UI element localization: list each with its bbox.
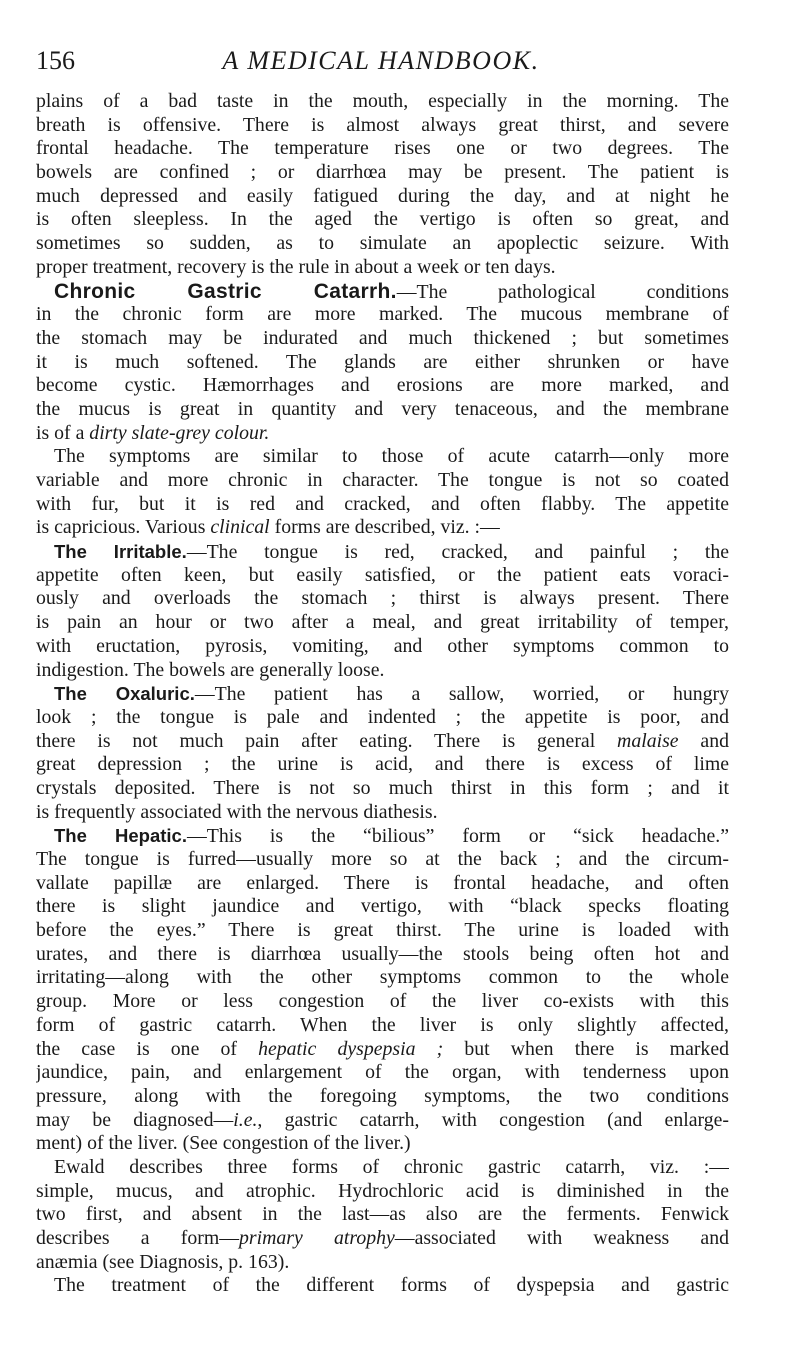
line-text: two first, and absent in the last—as also are the ferments. Fenwick bbox=[36, 1203, 729, 1226]
text-line bbox=[36, 1180, 729, 1204]
text-line bbox=[36, 848, 729, 872]
text-line bbox=[36, 587, 729, 611]
text-line bbox=[36, 1132, 729, 1156]
text-line bbox=[36, 374, 729, 398]
text-line bbox=[36, 469, 729, 493]
text-line bbox=[36, 1109, 729, 1133]
text-line bbox=[36, 682, 729, 706]
line-text: in the chronic form are more marked. The mucous membrane of bbox=[36, 303, 729, 326]
line-text: describes a form— bbox=[36, 1227, 240, 1249]
text-line bbox=[36, 185, 729, 209]
line-text: crystals deposited. There is not so much thirst in this form ; and it bbox=[36, 776, 729, 799]
line-text: urates, and there is diarrhœa usually—the stools being often hot and bbox=[36, 942, 729, 965]
line-text: may be diagnosed— bbox=[36, 1108, 234, 1131]
page-number: 156 bbox=[36, 46, 75, 75]
text-line bbox=[36, 493, 729, 517]
line-text: the case is one of bbox=[36, 1037, 259, 1060]
text-line bbox=[36, 919, 729, 943]
text-line bbox=[36, 516, 729, 540]
line-text: sometimes so sudden, as to simulate an apoplectic seizure. With bbox=[36, 232, 729, 255]
subsection-heading: The Hepatic. bbox=[54, 825, 187, 847]
line-text: with eructation, pyrosis, vomiting, and other symptoms common to bbox=[36, 634, 729, 657]
line-text: much depressed and easily fatigued during the day, and at night he bbox=[36, 184, 729, 207]
text-line bbox=[36, 966, 729, 990]
line-text: vallate papillæ are enlarged. There is frontal headache, and often bbox=[36, 871, 729, 894]
text-line bbox=[36, 1156, 729, 1180]
text-line bbox=[36, 540, 729, 564]
line-text-tail: , gastric catarrh, with congestion (and enlarge- bbox=[257, 1108, 729, 1131]
line-text-tail: —associated with weakness and bbox=[394, 1227, 729, 1249]
line-text: great depression ; the urine is acid, and there is excess of lime bbox=[36, 753, 729, 776]
line-text: The tongue is furred—usually more so at the back ; and the circum- bbox=[36, 848, 729, 870]
italic-text: hepatic dyspepsia ; bbox=[258, 1037, 444, 1060]
text-line bbox=[36, 161, 729, 185]
italic-text: malaise bbox=[617, 729, 679, 752]
text-line bbox=[36, 256, 729, 280]
text-line bbox=[36, 990, 729, 1014]
line-text: before the eyes.” There is great thirst. The urine is loaded with bbox=[36, 919, 729, 942]
line-text: irritating—along with the other symptoms common to the whole bbox=[36, 966, 729, 989]
text-line bbox=[36, 422, 729, 446]
text-line bbox=[36, 706, 729, 730]
text-line bbox=[36, 659, 729, 683]
italic-text: i.e. bbox=[233, 1108, 258, 1131]
line-text: become cystic. Hæmorrhages and erosions are more marked, and bbox=[36, 374, 729, 397]
text-line bbox=[36, 1227, 729, 1251]
text-line bbox=[36, 327, 729, 351]
line-text: is capricious. Various bbox=[36, 516, 211, 539]
line-text: is pain an hour or two after a meal, and great irritability of temper, bbox=[36, 611, 729, 634]
line-text: form of gastric catarrh. When the liver is only slightly affected, bbox=[36, 1013, 729, 1036]
subsection-heading: The Irritable. bbox=[54, 541, 187, 563]
line-text: proper treatment, recovery is the rule in about a week or ten days. bbox=[36, 255, 556, 278]
text-line bbox=[36, 943, 729, 967]
line-text: —The pathological conditions bbox=[396, 280, 729, 303]
text-line bbox=[36, 635, 729, 659]
text-line bbox=[36, 730, 729, 754]
line-text-tail: and bbox=[678, 729, 729, 752]
text-line bbox=[36, 280, 729, 304]
line-text: Ewald describes three forms of chronic gastric catarrh, viz. :— bbox=[54, 1155, 729, 1178]
section-heading: Chronic Gastric Catarrh. bbox=[54, 279, 397, 303]
line-text: appetite often keen, but easily satisfied, or the patient eats voraci- bbox=[36, 563, 729, 586]
text-line bbox=[36, 303, 729, 327]
text-line bbox=[36, 398, 729, 422]
line-text: ment) of the liver. (See congestion of the liver.) bbox=[36, 1132, 411, 1155]
line-text: indigestion. The bowels are generally loose. bbox=[36, 658, 385, 681]
text-line bbox=[36, 753, 729, 777]
text-line bbox=[36, 1061, 729, 1085]
text-line bbox=[36, 90, 729, 114]
line-text: jaundice, pain, and enlargement of the organ, with tenderness upon bbox=[36, 1061, 729, 1084]
line-text: —The tongue is red, cracked, and painful ; the bbox=[186, 541, 729, 564]
line-text: is of a bbox=[36, 421, 90, 444]
line-text: pressure, along with the foregoing symptoms, the two conditions bbox=[36, 1084, 729, 1107]
line-text: there is not much pain after eating. There is general bbox=[36, 729, 618, 752]
text-line bbox=[36, 872, 729, 896]
line-text: variable and more chronic in character. The tongue is not so coated bbox=[36, 469, 729, 491]
text-line bbox=[36, 824, 729, 848]
line-text: ously and overloads the stomach ; thirst is always present. There bbox=[36, 587, 729, 610]
line-text-tail: but when there is marked bbox=[443, 1037, 729, 1060]
line-text: is often sleepless. In the aged the vertigo is often so great, and bbox=[36, 208, 729, 231]
italic-text: primary atrophy bbox=[239, 1227, 395, 1249]
line-text: The treatment of the different forms of dyspepsia and gastric bbox=[54, 1274, 729, 1297]
line-text: it is much softened. The glands are either shrunken or have bbox=[36, 350, 729, 373]
running-title: A MEDICAL HANDBOOK. bbox=[222, 46, 540, 75]
line-text: anæmia (see Diagnosis, p. 163). bbox=[36, 1250, 290, 1273]
line-text: simple, mucus, and atrophic. Hydrochloric acid is diminished in the bbox=[36, 1179, 729, 1202]
line-text: —This is the “bilious” form or “sick headache.” bbox=[186, 825, 729, 848]
text-line bbox=[36, 114, 729, 138]
text-line bbox=[36, 801, 729, 825]
line-text: with fur, but it is red and cracked, and often flabby. The appetite bbox=[36, 492, 729, 515]
line-text: plains of a bad taste in the mouth, especially in the morning. The bbox=[36, 90, 729, 112]
text-line bbox=[36, 137, 729, 161]
body-text bbox=[36, 90, 729, 1298]
text-line bbox=[36, 895, 729, 919]
text-line bbox=[36, 1038, 729, 1062]
text-line bbox=[36, 1014, 729, 1038]
text-line bbox=[36, 777, 729, 801]
text-line bbox=[36, 1085, 729, 1109]
italic-text: dirty slate-grey colour. bbox=[89, 421, 270, 444]
line-text-tail: forms are described, viz. :— bbox=[269, 516, 500, 539]
text-line bbox=[36, 1274, 729, 1298]
line-text: there is slight jaundice and vertigo, with “black specks floating bbox=[36, 895, 729, 918]
text-line bbox=[36, 611, 729, 635]
text-line bbox=[36, 232, 729, 256]
subsection-heading: The Oxaluric. bbox=[54, 683, 195, 705]
text-line bbox=[36, 564, 729, 588]
line-text: group. More or less congestion of the liver co-exists with this bbox=[36, 990, 729, 1013]
line-text: The symptoms are similar to those of acute catarrh—only more bbox=[54, 445, 729, 468]
line-text: bowels are confined ; or diarrhœa may be present. The patient is bbox=[36, 161, 729, 184]
page-header bbox=[36, 38, 726, 78]
line-text: breath is offensive. There is almost always great thirst, and severe bbox=[36, 113, 729, 136]
text-line bbox=[36, 1251, 729, 1275]
text-line bbox=[36, 351, 729, 375]
text-line bbox=[36, 1203, 729, 1227]
text-line bbox=[36, 208, 729, 232]
line-text: look ; the tongue is pale and indented ; the appetite is poor, and bbox=[36, 705, 729, 728]
text-line bbox=[36, 445, 729, 469]
line-text: frontal headache. The temperature rises one or two degrees. The bbox=[36, 137, 729, 160]
line-text: is frequently associated with the nervous diathesis. bbox=[36, 800, 438, 823]
line-text: the mucus is great in quantity and very tenaceous, and the membrane bbox=[36, 397, 729, 420]
italic-text: clinical bbox=[210, 516, 270, 539]
line-text: the stomach may be indurated and much thickened ; but sometimes bbox=[36, 326, 729, 349]
line-text: —The patient has a sallow, worried, or hungry bbox=[194, 683, 729, 706]
